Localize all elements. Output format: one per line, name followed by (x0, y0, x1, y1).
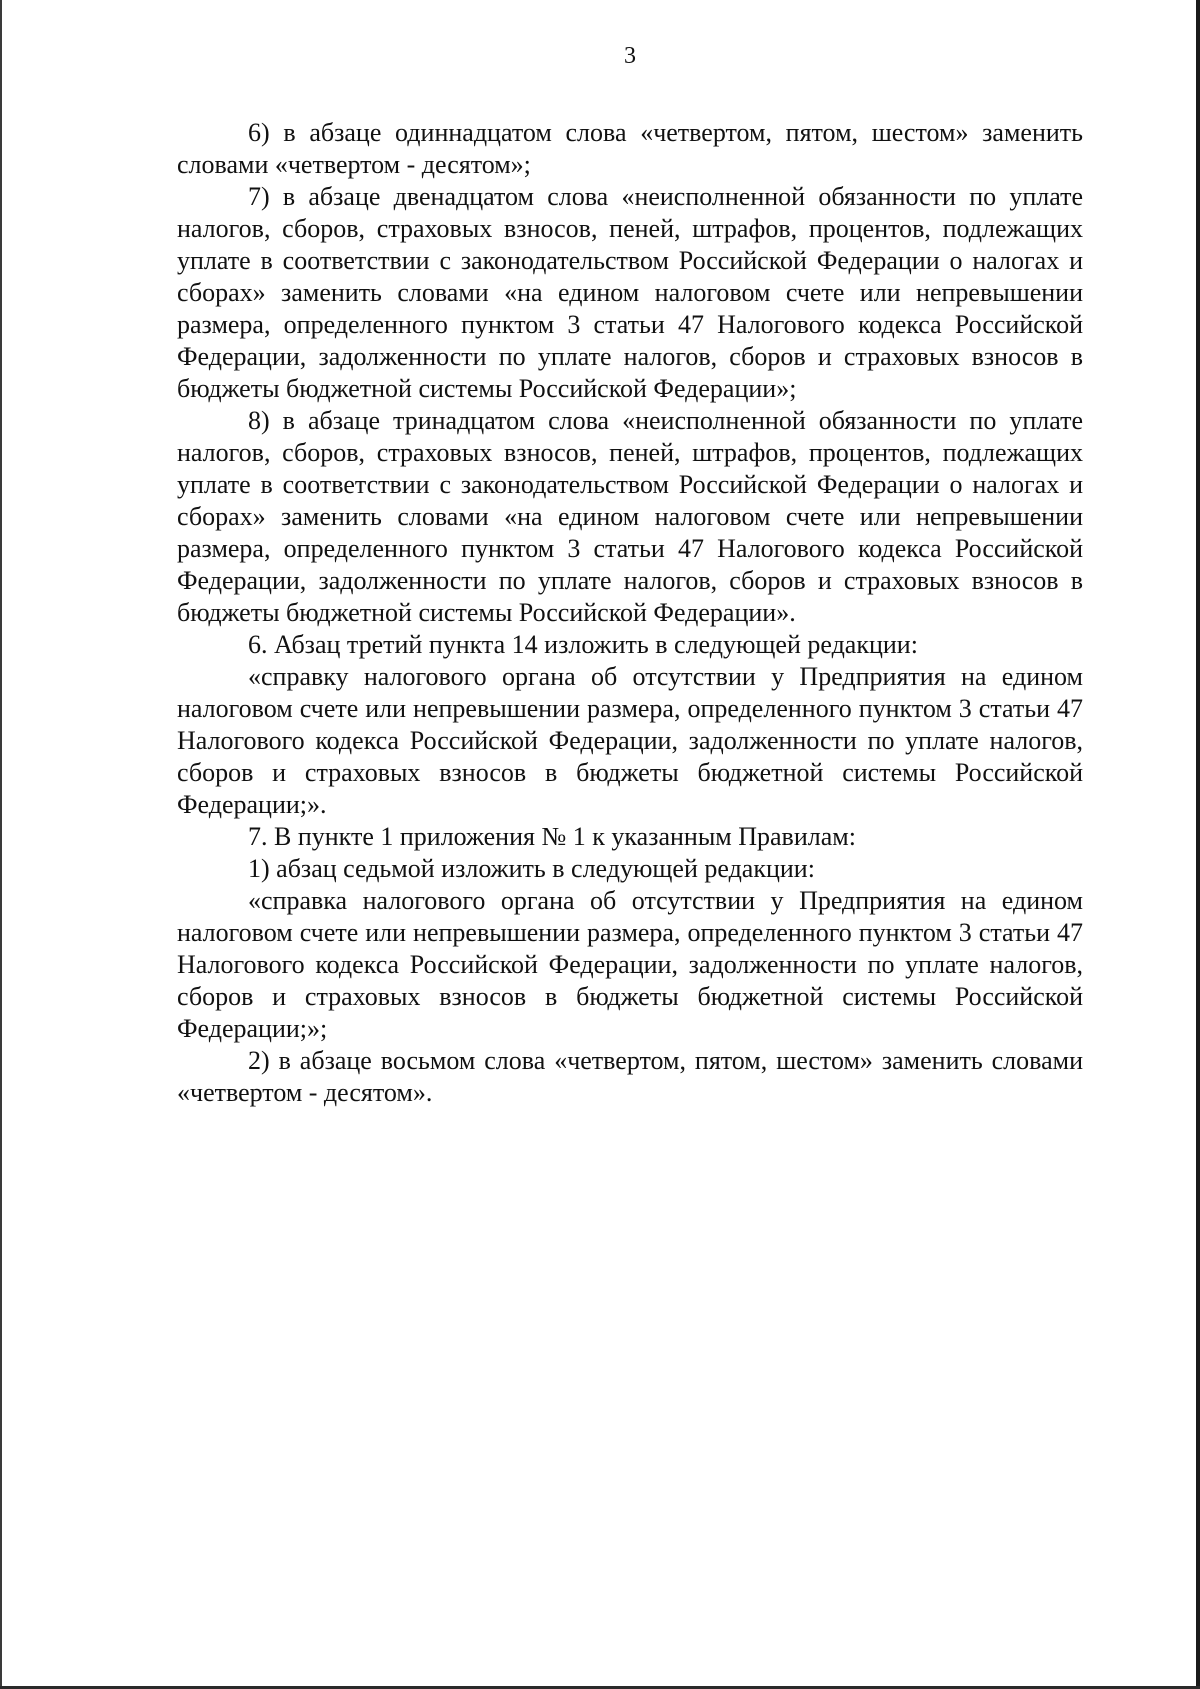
document-body (177, 117, 1083, 1109)
paragraph-point-7: 7. В пункте 1 приложения № 1 к указанным Правилам: (248, 822, 856, 851)
page-number: 3 (624, 43, 636, 69)
paragraph-item-6: 6) в абзаце одиннадцатом слова «четвертом, пятом, шестом» заменить словами «четвертом - десятом»; (177, 118, 1083, 179)
paragraph-point-6: 6. Абзац третий пункта 14 изложить в следующей редакции: (248, 630, 918, 659)
scan-right-edge (1196, 0, 1200, 1689)
paragraph-item-1: 1) абзац седьмой изложить в следующей редакции: (248, 854, 815, 883)
paragraph-quote-spravku: «справку налогового органа об отсутствии у Предприятия на едином налоговом счете или непревышении размера, определенного пунктом 3 статьи 47 Налогового кодекса Российской Федерации, задолженности по уплате налогов, сборов и страховых взносов в бюджеты бюджетной системы Российской Федерации;». (177, 662, 1083, 819)
paragraph-item-2: 2) в абзаце восьмом слова «четвертом, пятом, шестом» заменить словами «четвертом - десятом». (177, 1046, 1083, 1107)
paragraph-item-7: 7) в абзаце двенадцатом слова «неисполненной обязанности по уплате налогов, сборов, страховых взносов, пеней, штрафов, процентов, подлежащих уплате в соответствии с законодательством Российской Федерации о налогах и сборах» заменить словами «на едином налоговом счете или непревышении размера, определенного пунктом 3 статьи 47 Налогового кодекса Российской Федерации, задолженности по уплате налогов, сборов и страховых взносов в бюджеты бюджетной системы Российской Федерации»; (177, 182, 1083, 403)
paragraph-quote-spravka: «справка налогового органа об отсутствии у Предприятия на едином налоговом счете или непревышении размера, определенного пунктом 3 статьи 47 Налогового кодекса Российской Федерации, задолженности по уплате налогов, сборов и страховых взносов в бюджеты бюджетной системы Российской Федерации;»; (177, 886, 1083, 1043)
paragraph-item-8: 8) в абзаце тринадцатом слова «неисполненной обязанности по уплате налогов, сборов, страховых взносов, пеней, штрафов, процентов, подлежащих уплате в соответствии с законодательством Российской Федерации о налогах и сборах» заменить словами «на едином налоговом счете или непревышении размера, определенного пунктом 3 статьи 47 Налогового кодекса Российской Федерации, задолженности по уплате налогов, сборов и страховых взносов в бюджеты бюджетной системы Российской Федерации». (177, 406, 1083, 627)
scan-left-edge (0, 0, 2, 1689)
